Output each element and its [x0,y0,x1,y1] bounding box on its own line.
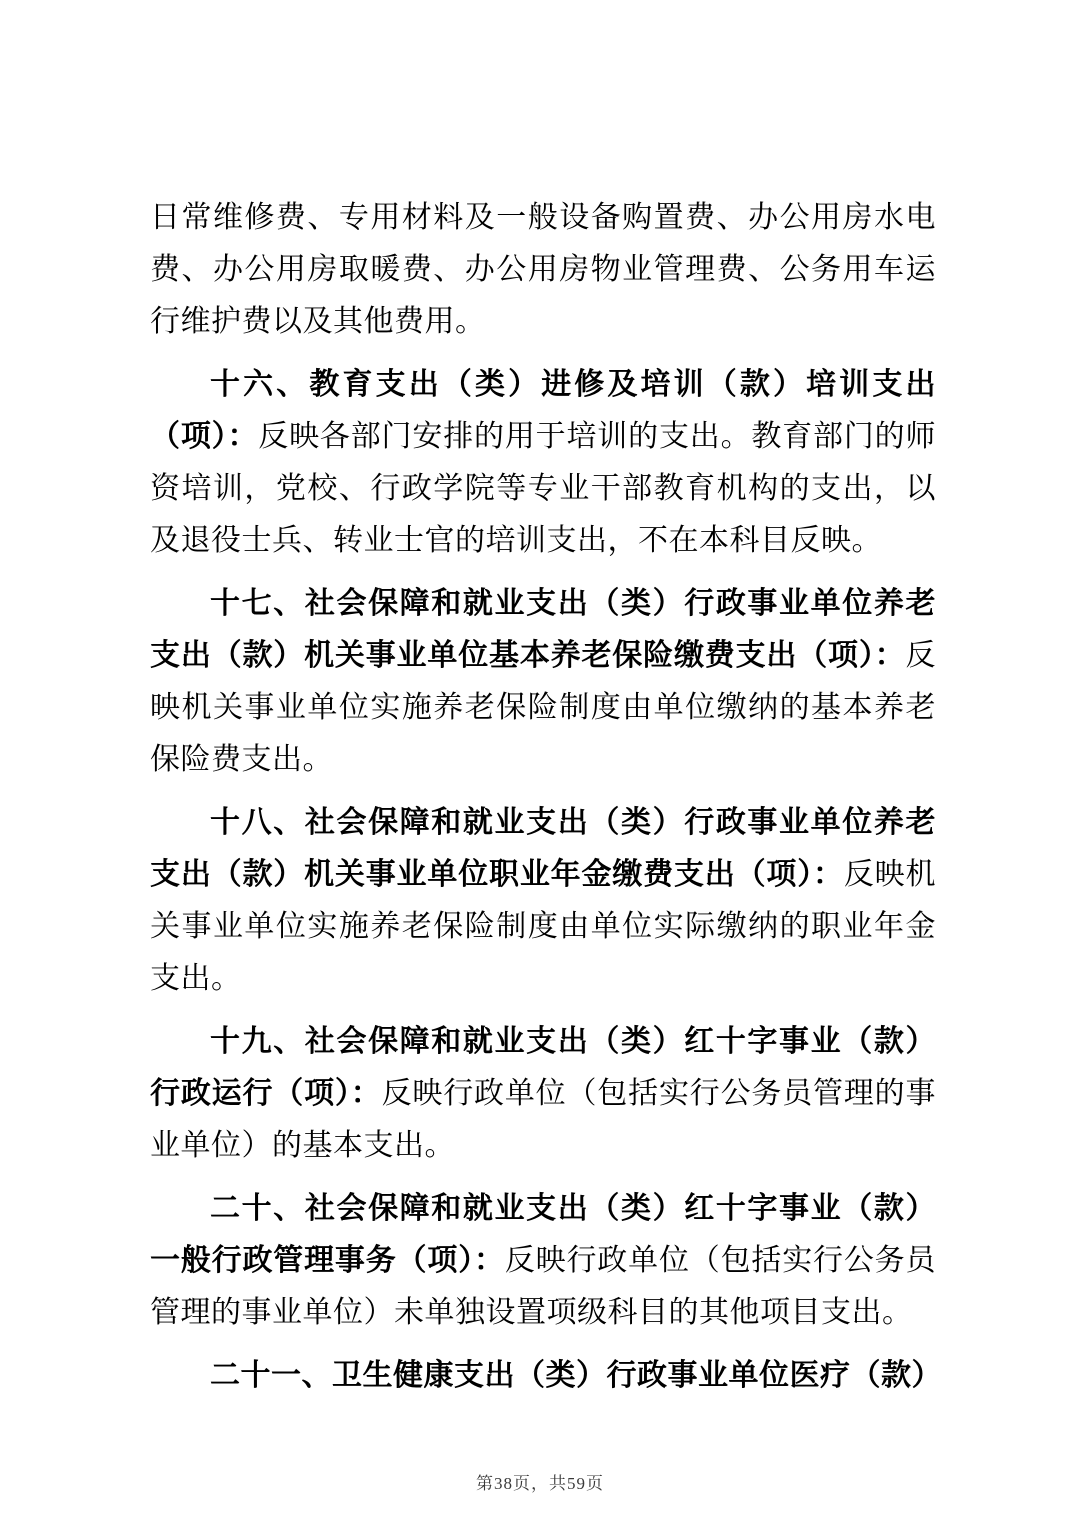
section-heading: 十八、社会保障和就业支出（类）行政事业单位养老支出（款）机关事业单位职业年金缴费支出（项）： [150,806,936,891]
page-number: 第38页，共59页 [476,1474,604,1493]
section-heading: 十九、社会保障和就业支出（类）红十字事业（款）行政运行（项）： [150,1025,936,1110]
page-footer [0,1472,1080,1496]
paragraph-section-21 [150,1350,942,1402]
paragraph-section-18 [150,797,936,1005]
section-body: 反映行政单位（包括实行公务员管理的事业单位）未单独设置项级科目的其他项目支出。 [150,1244,937,1329]
paragraph-section-20 [150,1183,936,1339]
document-body [150,192,942,1402]
paragraph-text: 日常维修费、专用材料及一般设备购置费、办公用房水电费、办公用房取暖费、办公用房物业管理费、公务用车运行维护费以及其他费用。 [150,201,936,338]
section-body: 反映机关事业单位实施养老保险制度由单位实际缴纳的职业年金支出。 [150,858,936,995]
paragraph-section-16 [150,359,936,567]
paragraph-section-19 [150,1016,936,1172]
section-heading: 十七、社会保障和就业支出（类）行政事业单位养老支出（款）机关事业单位基本养老保险缴费支出（项）： [150,587,936,672]
section-body: 反映行政单位（包括实行公务员管理的事业单位）的基本支出。 [150,1077,937,1162]
section-body: 反映机关事业单位实施养老保险制度由单位缴纳的基本养老保险费支出。 [150,639,936,776]
paragraph-section-17 [150,578,936,786]
section-heading: 二十、社会保障和就业支出（类）红十字事业（款）一般行政管理事务（项）： [150,1192,936,1277]
section-heading: 十六、教育支出（类）进修及培训（款）培训支出（项）： [150,368,936,453]
paragraph-continuation [150,192,936,348]
section-heading: 二十一、卫生健康支出（类）行政事业单位医疗（款） [210,1359,942,1392]
section-body: 反映各部门安排的用于培训的支出。教育部门的师资培训，党校、行政学院等专业干部教育机构的支出，以及退役士兵、转业士官的培训支出，不在本科目反映。 [150,420,937,557]
